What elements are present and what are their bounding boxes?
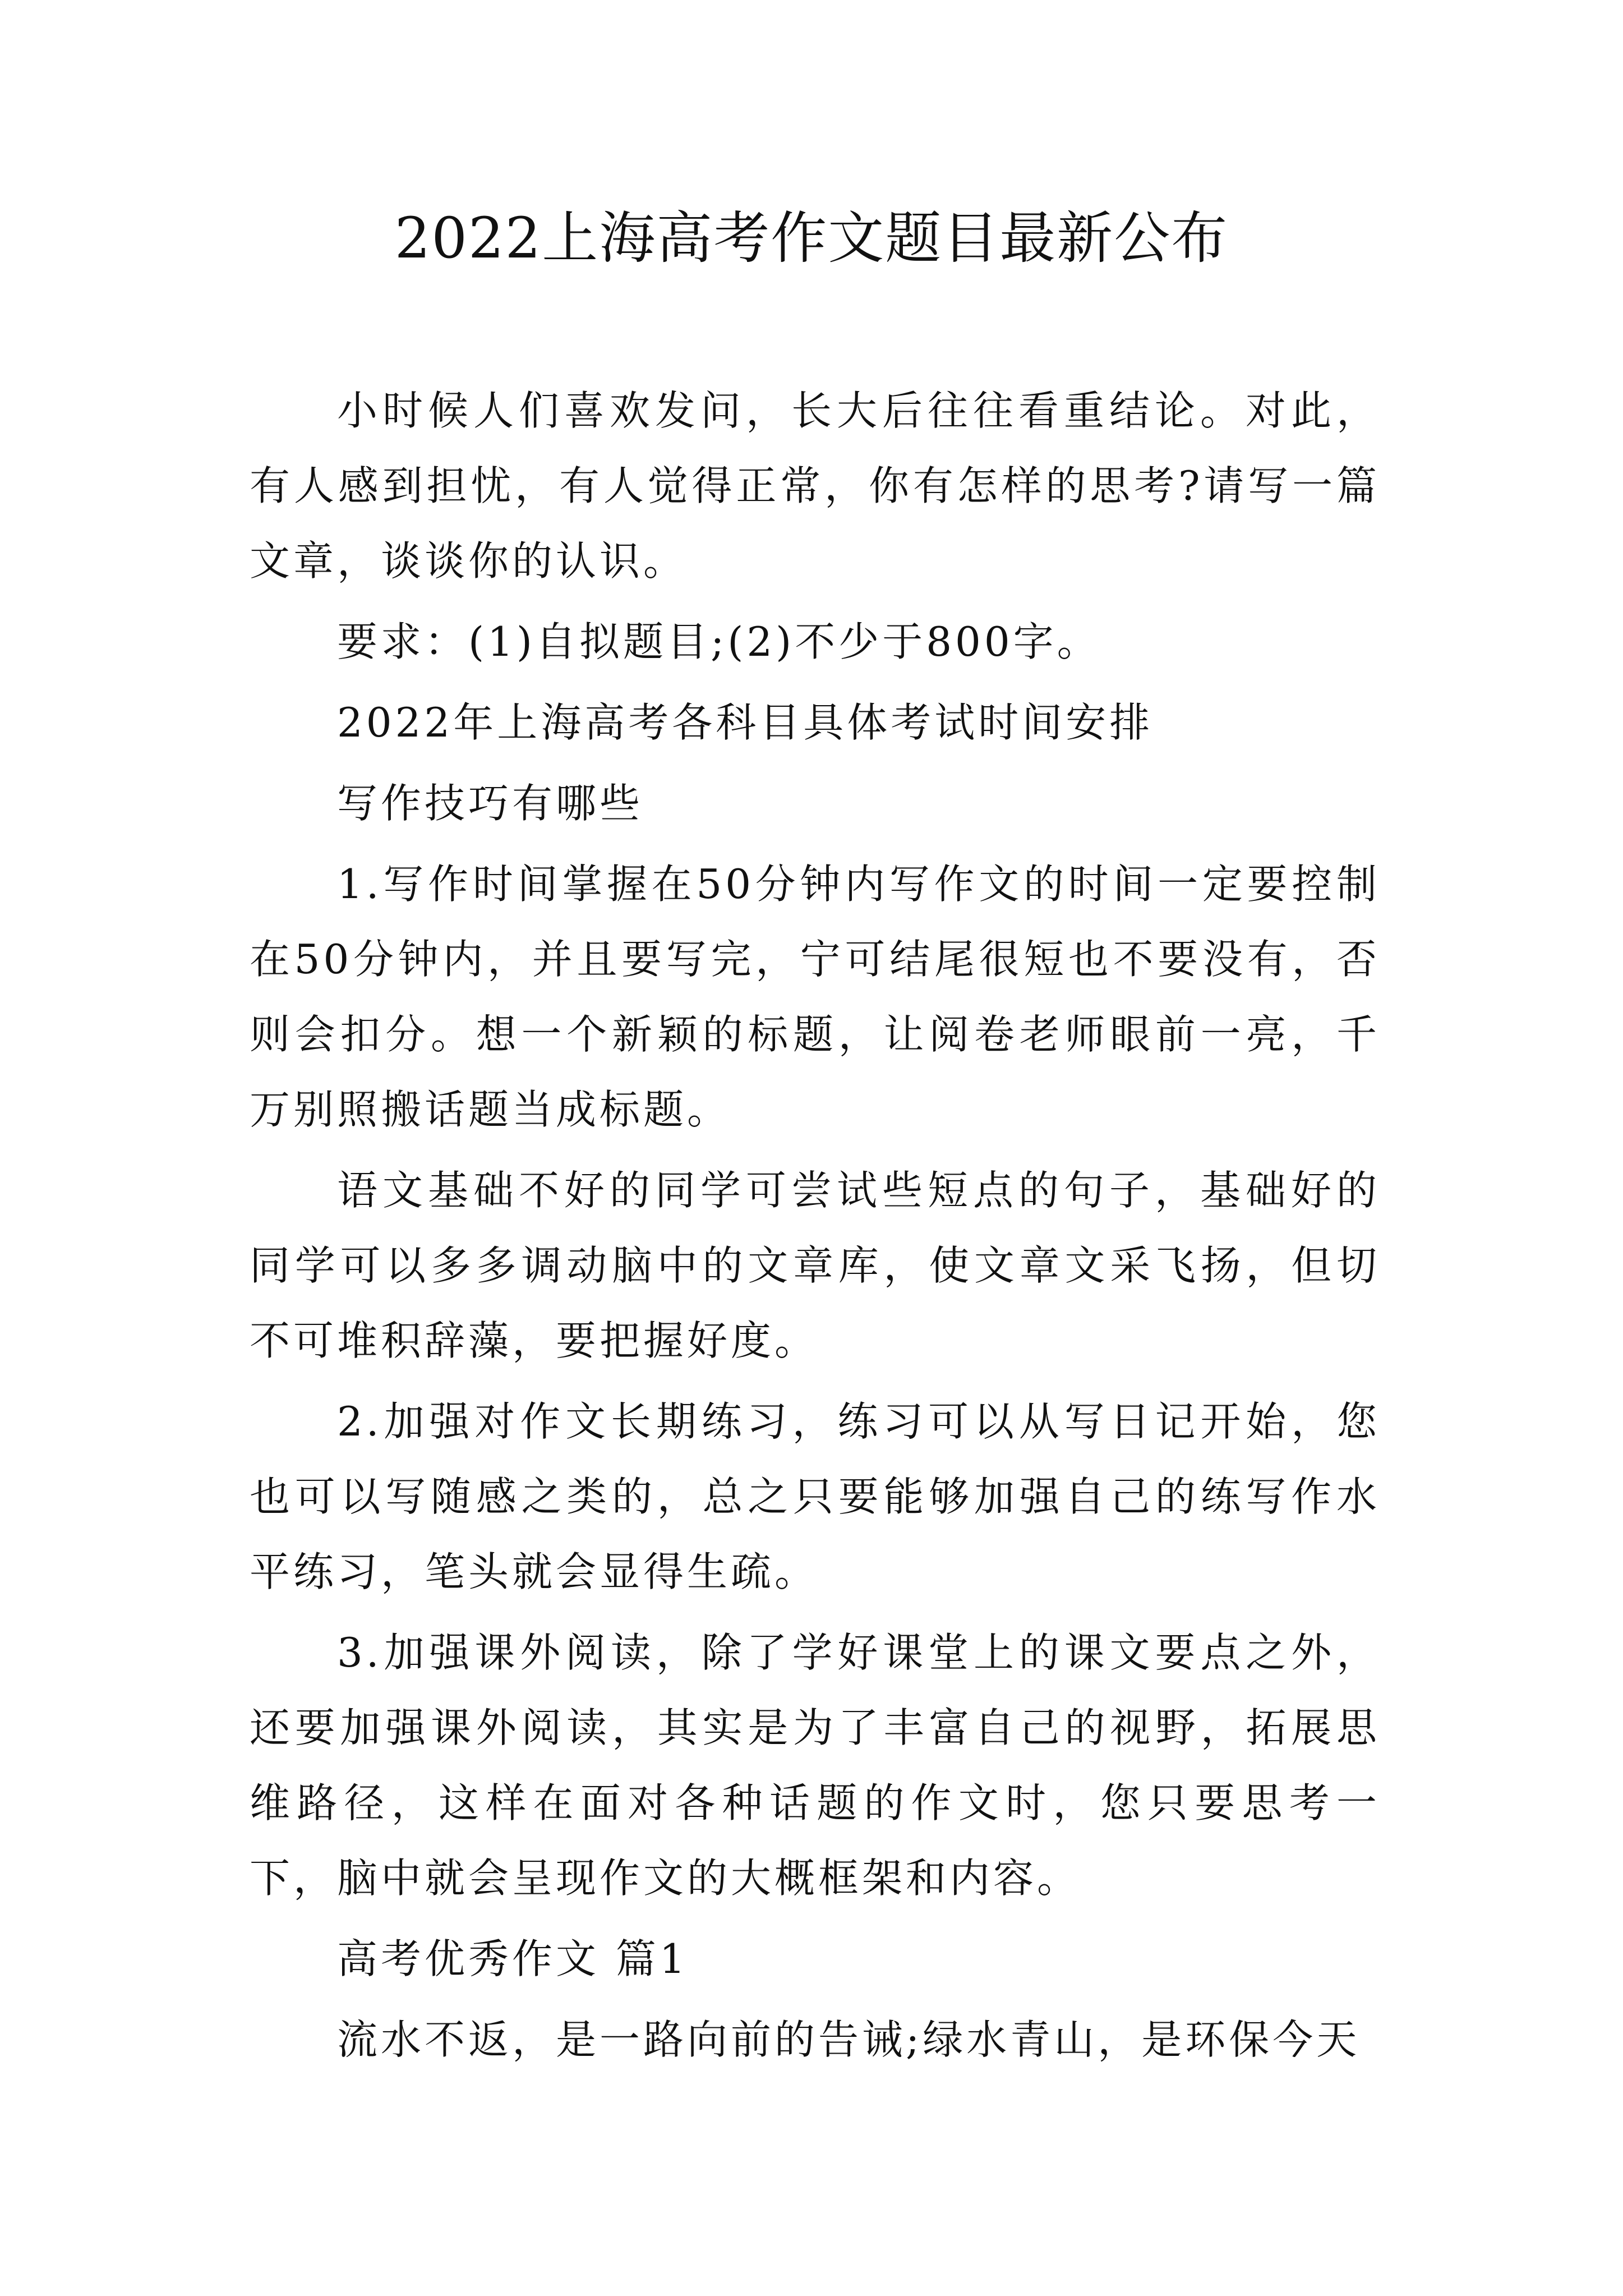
paragraph-tip-3: 3.加强课外阅读，除了学好课堂上的课文要点之外，还要加强课外阅读，其实是为了丰富自己的视野，拓展思维路径，这样在面对各种话题的作文时，您只要思考一下，脑中就会呈现作文的大概框架和内容。: [250, 1629, 1380, 1902]
paragraph-tips-heading: 写作技巧有哪些: [337, 780, 644, 827]
paragraph-essay-start: 流水不返，是一路向前的告诫;绿水青山，是环保今天: [337, 2016, 1361, 2063]
document-title: 2022上海高考作文题目最新公布: [394, 205, 1229, 271]
paragraph-tip-1-detail: 语文基础不好的同学可尝试些短点的句子，基础好的同学可以多多调动脑中的文章库，使文章文采飞扬，但切不可堆积辞藻，要把握好度。: [250, 1167, 1380, 1364]
paragraph-essay-heading: 高考优秀作文 篇1: [337, 1935, 689, 1982]
paragraph-tip-2: 2.加强对作文长期练习，练习可以从写日记开始，您也可以写随感之类的，总之只要能够加强自己的练写作水平练习，笔头就会显得生疏。: [250, 1398, 1380, 1595]
document-body: [250, 373, 1380, 2083]
paragraph-exam-schedule: 2022年上海高考各科目具体考试时间安排: [337, 699, 1154, 746]
paragraph-tip-1: 1.写作时间掌握在50分钟内写作文的时间一定要控制在50分钟内，并且要写完，宁可结尾很短也不要没有，否则会扣分。想一个新颖的标题，让阅卷老师眼前一亮，千万别照搬话题当成标题。: [250, 861, 1380, 1133]
paragraph-requirements: 要求：(1)自拟题目;(2)不少于800字。: [337, 618, 1101, 665]
paragraph-prompt: 小时候人们喜欢发问，长大后往往看重结论。对此，有人感到担忧，有人觉得正常，你有怎样的思考?请写一篇文章，谈谈你的认识。: [250, 387, 1380, 585]
